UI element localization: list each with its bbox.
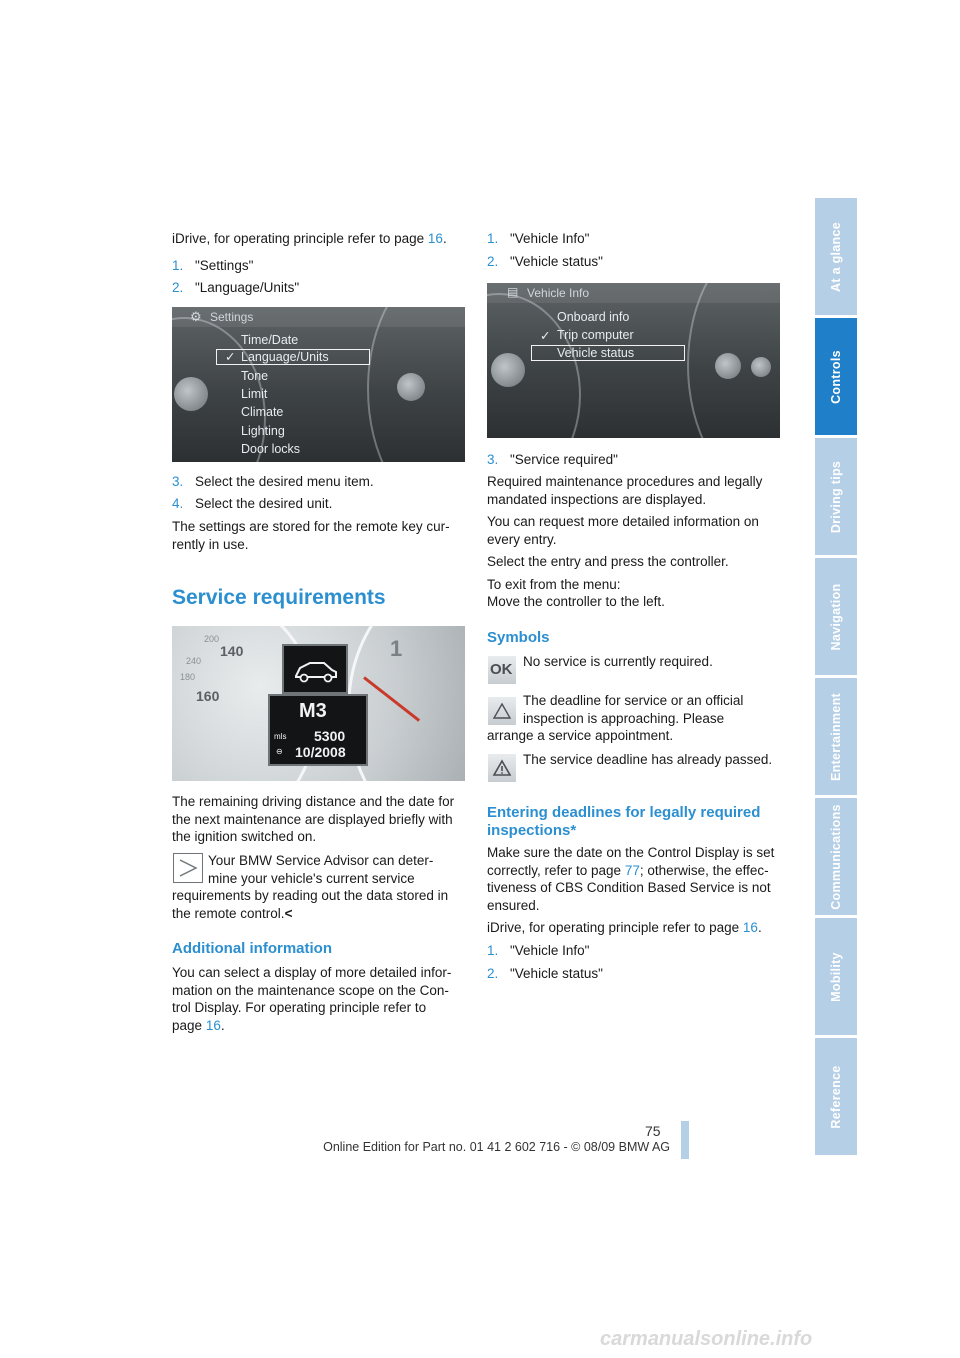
tab-entertainment[interactable]: Entertainment — [815, 678, 857, 795]
step-item: 2. "Vehicle status" — [487, 966, 603, 981]
step-item: 2. "Vehicle status" — [487, 254, 603, 269]
vehicle-info-icon: ▤ — [507, 285, 519, 299]
tab-mobility[interactable]: Mobility — [815, 918, 857, 1035]
knob-icon — [397, 373, 425, 401]
tab-at-a-glance[interactable]: At a glance — [815, 198, 857, 315]
symbols-heading: Symbols — [487, 629, 550, 646]
symbol-text: The deadline for service or an official inspection is approaching. Please — [523, 693, 744, 726]
page-number: 75 — [645, 1123, 661, 1139]
settings-screen-image: ⚙ Settings Time/Date ✓ Language/Units Tone Limit Climate Lighting Door locks — [172, 307, 465, 462]
service-data-display: M3 mls 5300 ⊖ 10/2008 — [268, 694, 368, 766]
additional-heading: Additional information — [172, 940, 332, 957]
tab-driving-tips[interactable]: Driving tips — [815, 438, 857, 555]
clock-icon: ⊖ — [276, 747, 283, 756]
entering-heading: Entering deadlines for legally required inspections* — [487, 804, 761, 839]
controller-knob-icon — [174, 377, 208, 411]
symbol-text: No service is currently required. — [523, 654, 713, 669]
additional-paragraph: You can select a display of more detailed infor- mation on the maintenance scope on the Con- trol Display. For operating principle refer to page 16. — [172, 965, 452, 1033]
entering-paragraph: Make sure the date on the Control Display is set correctly, refer to page 77; otherwise, the effec- tiveness of CBS Condition Based Service is not ensured. iDrive, for operating principle refer to page 16. — [487, 845, 775, 935]
page-link[interactable]: 16 — [427, 231, 443, 246]
chapter-tabs — [815, 198, 857, 1158]
service-heading: Service requirements — [172, 586, 386, 609]
page-link[interactable]: 16 — [742, 920, 758, 935]
car-symbol-display — [282, 644, 348, 694]
settings-note: The settings are stored for the remote key cur- rently in use. — [172, 519, 450, 552]
tab-reference[interactable]: Reference — [815, 1038, 857, 1155]
controller-knob-icon — [491, 353, 525, 387]
knob-icon — [751, 357, 771, 377]
required-paragraph: Required maintenance procedures and legally mandated inspections are displayed. You can request more detailed information on every entry. Select the entry and press the controller. To exit from the menu: Move the controller to the left. — [487, 474, 763, 609]
car-icon — [284, 646, 346, 692]
note-icon — [173, 853, 203, 883]
note-text: requirements by reading out the data stored in the remote control.< — [172, 888, 449, 921]
end-marker: < — [284, 905, 293, 921]
step-item: 2. "Language/Units" — [172, 280, 300, 295]
step-item: 1. "Vehicle Info" — [487, 943, 590, 958]
tab-navigation[interactable]: Navigation — [815, 558, 857, 675]
instrument-cluster-image: 200 140 240 180 160 1 M3 mls 5300 ⊖ 10/2008 — [172, 626, 465, 781]
footer-edition: Online Edition for Part no. 01 41 2 602 716 - © 08/09 BMW AG — [323, 1140, 670, 1154]
note-text: Your BMW Service Advisor can deter- mine your vehicle's current service — [208, 853, 434, 886]
knob-icon — [715, 353, 741, 379]
warning-passed-icon — [488, 754, 516, 782]
symbol-text: arrange a service appointment. — [487, 728, 674, 743]
step-item: 4. Select the desired unit. — [172, 496, 333, 511]
step-item: 3. "Service required" — [487, 452, 618, 467]
footer-bar — [681, 1121, 689, 1159]
gear-icon: ⚙ — [190, 309, 202, 324]
tab-communications[interactable]: Communications — [815, 798, 857, 915]
watermark: carmanualsonline.info — [600, 1328, 813, 1350]
page-link[interactable]: 77 — [624, 862, 640, 878]
warning-approaching-icon — [488, 697, 516, 725]
step-item: 1. "Vehicle Info" — [487, 231, 590, 246]
step-item: 1. "Settings" — [172, 258, 254, 273]
symbol-text: The service deadline has already passed. — [523, 752, 773, 767]
page-link[interactable]: 16 — [205, 1017, 221, 1033]
intro-line: iDrive, for operating principle refer to page 16. — [172, 231, 447, 246]
tab-controls[interactable]: Controls — [815, 318, 857, 435]
ok-icon: OK — [488, 656, 516, 684]
remaining-paragraph: The remaining driving distance and the date for the next maintenance are displayed briefly with the ignition switched on. — [172, 794, 455, 844]
step-item: 3. Select the desired menu item. — [172, 474, 374, 489]
vehicle-info-screen-image: ▤ Vehicle Info Onboard info ✓ Trip computer Vehicle status — [487, 283, 780, 438]
